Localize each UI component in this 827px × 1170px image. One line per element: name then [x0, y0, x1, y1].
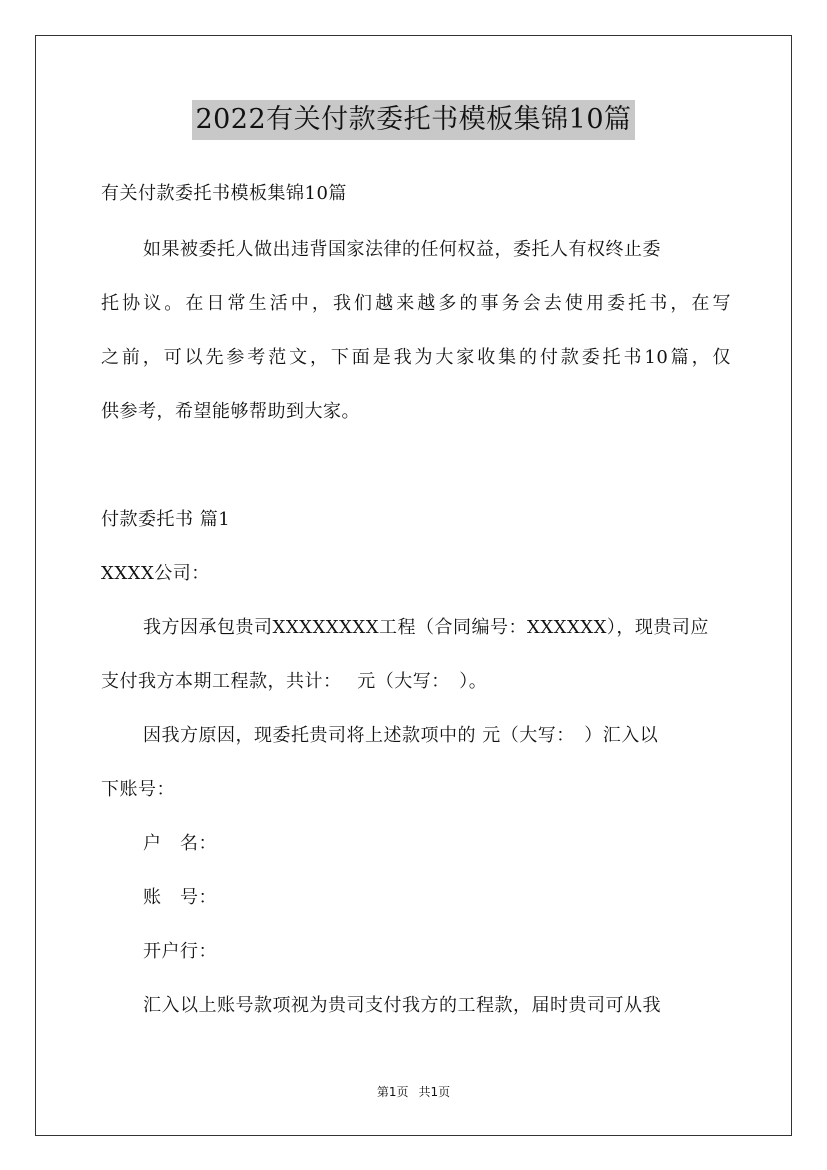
document-title: 2022有关付款委托书模板集锦10篇	[192, 100, 634, 140]
account-number-field: 账 号：	[143, 887, 217, 908]
body-line-2: 支付我方本期工程款，共计： 元（大写： ）。	[101, 671, 488, 692]
section-heading: 付款委托书 篇1	[101, 509, 231, 530]
intro-line-4: 供参考，希望能够帮助到大家。	[101, 401, 360, 422]
page-total: 共1页	[418, 1085, 451, 1099]
intro-line-3: 之前，可以先参考范文，下面是我为大家收集的付款委托书10篇，仅	[101, 347, 731, 368]
body-line-3: 因我方原因，现委托贵司将上述款项中的 元（大写： ）汇入以	[143, 725, 659, 746]
intro-line-1: 如果被委托人做出违背国家法律的任何权益，委托人有权终止委	[143, 239, 661, 260]
body-line-1: 我方因承包贵司XXXXXXXX工程（合同编号：XXXXXX），现贵司应	[143, 617, 709, 638]
intro-line-2: 托协议。在日常生活中，我们越来越多的事务会去使用委托书，在写	[101, 293, 731, 314]
body-line-4: 下账号：	[101, 779, 175, 800]
closing-line: 汇入以上账号款项视为贵司支付我方的工程款，届时贵司可从我	[143, 995, 661, 1016]
addressee: XXXX公司：	[101, 563, 210, 584]
title-container	[0, 100, 827, 140]
page-number: 第1页	[376, 1085, 409, 1099]
account-bank-field: 开户行：	[143, 941, 217, 962]
page-footer	[0, 1084, 827, 1100]
document-subtitle: 有关付款委托书模板集锦10篇	[101, 183, 347, 204]
account-holder-field: 户 名：	[143, 833, 217, 854]
